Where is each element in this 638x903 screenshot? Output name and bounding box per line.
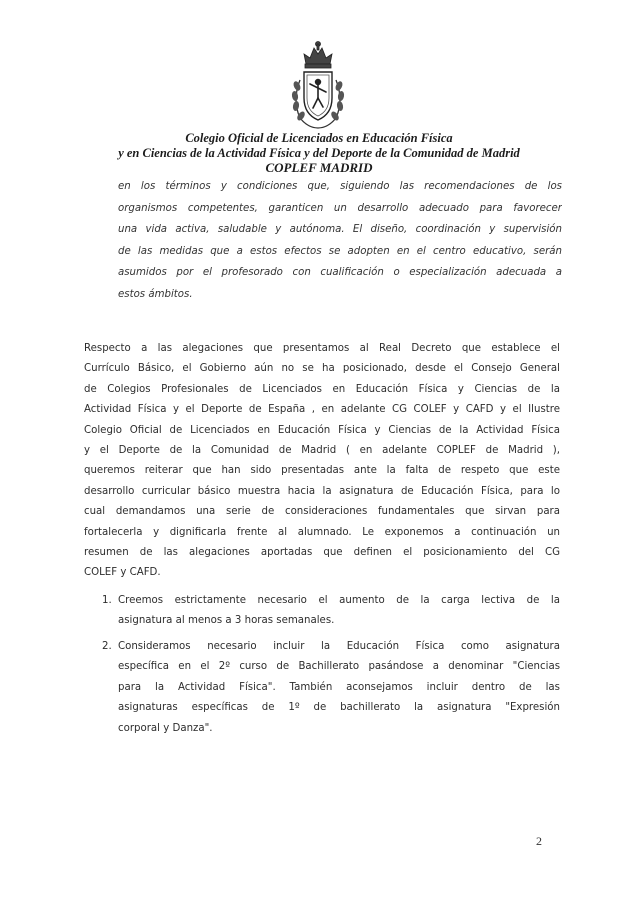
header-line-3: COPLEF MADRID	[265, 160, 373, 175]
paragraph-line: Currículo Básico, el Gobierno aún no se ha posicionado, desde el Consejo General	[84, 363, 560, 375]
paragraph-line: COLEF y CAFD.	[84, 567, 161, 579]
list-item-line: corporal y Danza".	[118, 722, 213, 734]
paragraph-line: queremos reiterar que han sido presentadas ante la falta de respeto que este	[84, 465, 560, 477]
quoted-text-line: asumidos por el profesorado con cualificación o especialización adecuada a	[118, 267, 562, 278]
list-item-line: Creemos estrictamente necesario el aumento de la carga lectiva de la	[118, 595, 560, 606]
quoted-text-line: estos ámbitos.	[118, 288, 193, 300]
list-item-number: 2.	[102, 641, 112, 652]
header-line-1: Colegio Oficial de Licenciados en Educación Física	[185, 131, 453, 145]
paragraph-line: Respecto a las alegaciones que presentamos al Real Decreto que establece el	[84, 343, 560, 354]
list-item-number: 1.	[102, 595, 112, 606]
quoted-text-line: una vida activa, saludable y autónoma. El diseño, coordinación y supervisión	[118, 224, 562, 235]
coat-of-arms-crest-icon	[286, 40, 350, 132]
paragraph-line: Colegio Oficial de Licenciados en Educación Física y Ciencias de la Actividad Física	[84, 424, 560, 436]
header-line-2: y en Ciencias de la Actividad Física y del Deporte de la Comunidad de Madrid	[118, 146, 520, 160]
paragraph-line: desarrollo curricular básico muestra hacia la asignatura de Educación Física, para lo	[84, 485, 560, 497]
quoted-text-block	[118, 176, 562, 305]
list-item-line: para la Actividad Física". También aconsejamos incluir dentro de las	[118, 681, 560, 693]
paragraph-line: y el Deporte de la Comunidad de Madrid ( en adelante COPLEF de Madrid ),	[84, 445, 560, 457]
paragraph-line: de Colegios Profesionales de Licenciados en Educación Física y Ciencias de la	[84, 383, 560, 395]
paragraph-line: cual demandamos una serie de consideraciones fundamentales que sirvan para	[84, 506, 560, 518]
quoted-text-line: organismos competentes, garanticen un desarrollo adecuado para favorecer	[118, 202, 562, 214]
list-item-line: Consideramos necesario incluir la Educación Física como asignatura	[118, 641, 560, 652]
list-item-line: asignaturas específicas de 1º de bachillerato la asignatura "Expresión	[118, 702, 560, 714]
list-item-line: específica en el 2º curso de Bachillerato pasándose a denominar "Ciencias	[118, 661, 560, 673]
paragraph-line: resumen de las alegaciones aportadas que definen el posicionamiento del CG	[84, 547, 560, 559]
page-number: 2	[536, 834, 542, 848]
paragraph-line: fortalecerla y dignificarla frente al alumnado. Le exponemos a continuación un	[84, 526, 560, 538]
paragraph-line: Actividad Física y el Deporte de España , en adelante CG COLEF y CAFD y el Ilustre	[84, 404, 560, 416]
quoted-text-line: en los términos y condiciones que, siguiendo las recomendaciones de los	[118, 181, 562, 192]
quoted-text-line: de las medidas que a estos efectos se adopten en el centro educativo, serán	[118, 245, 562, 257]
body-paragraph	[84, 339, 560, 584]
list-item-line: asignatura al menos a 3 horas semanales.	[118, 615, 335, 627]
